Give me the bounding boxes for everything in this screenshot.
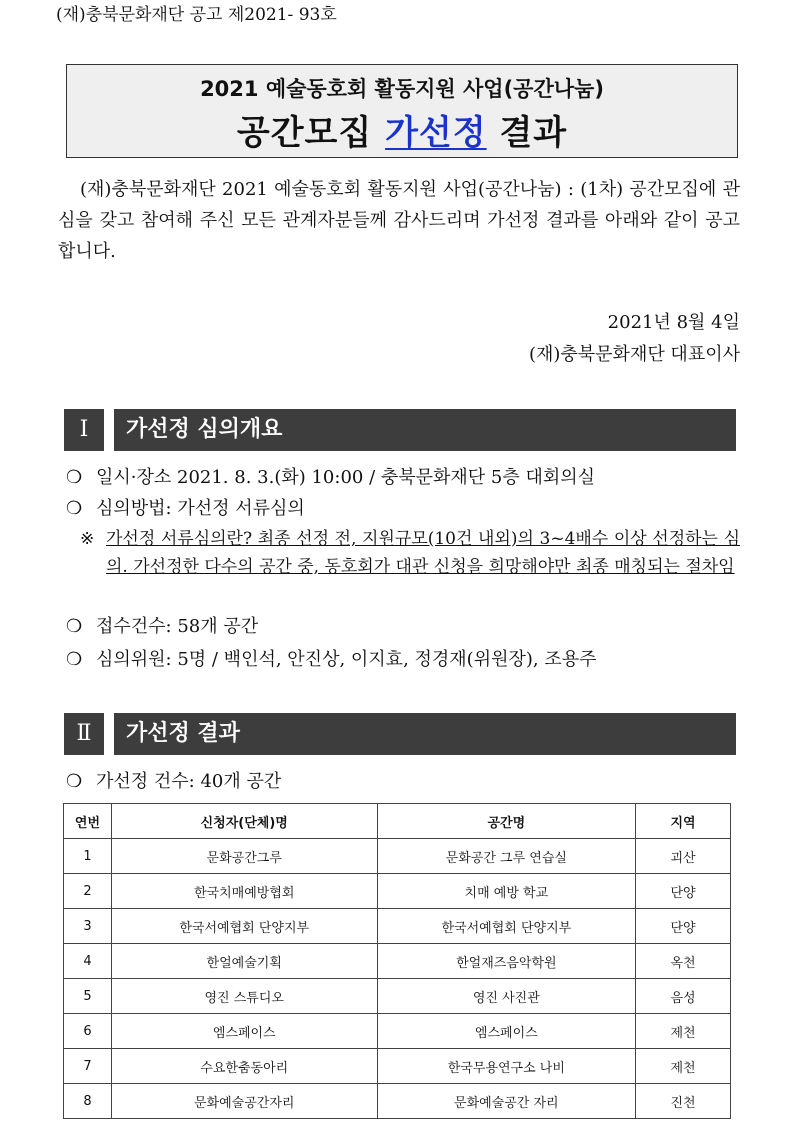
cell-region: 단양: [636, 874, 731, 909]
cell-index: 8: [64, 1084, 112, 1119]
title-line2: [67, 105, 737, 154]
cell-region: 음성: [636, 979, 731, 1014]
cell-index: 2: [64, 874, 112, 909]
intro-paragraph: (재)충북문화재단 2021 예술동호회 활동지원 사업(공간나눔) : (1차) 공간모집에 관심을 갖고 참여해 주신 모든 관계자분들께 감사드리며 가선정 결과를 아래와 같이 공고합니다.: [58, 179, 740, 262]
overview-note: [80, 525, 740, 581]
bullet-circle-icon: ❍: [66, 649, 83, 670]
cell-space: 문화공간 그루 연습실: [377, 839, 636, 874]
cell-index: 5: [64, 979, 112, 1014]
table-row: [64, 909, 731, 944]
cell-space: 문화예술공간 자리: [377, 1084, 636, 1119]
bullet-circle-icon: ❍: [66, 498, 83, 519]
overview-item-method: ❍ 심의방법: 가선정 서류심의: [66, 498, 305, 519]
overview-item-datetime: ❍ 일시·장소 2021. 8. 3.(화) 10:00 / 충북문화재단 5층 대회의실: [66, 467, 596, 488]
cell-applicant: 문화공간그루: [111, 839, 377, 874]
table-header-row: [64, 804, 731, 839]
table-row: [64, 1014, 731, 1049]
cell-region: 단양: [636, 909, 731, 944]
cell-region: 제천: [636, 1014, 731, 1049]
overview-item-committee: ❍ 심의위원: 5명 / 백인석, 안진상, 이지효, 정경재(위원장), 조용주: [66, 649, 597, 670]
cell-index: 3: [64, 909, 112, 944]
cell-index: 7: [64, 1049, 112, 1084]
header-space: 공간명: [377, 804, 636, 839]
table-row: [64, 839, 731, 874]
header-applicant: 신청자(단체)명: [111, 804, 377, 839]
table-row: [64, 944, 731, 979]
cell-index: 6: [64, 1014, 112, 1049]
bullet-circle-icon: ❍: [66, 616, 83, 637]
title-prefix: 공간모집: [236, 113, 386, 153]
cell-applicant: 영진 스튜디오: [111, 979, 377, 1014]
cell-applicant: 한국치매예방협회: [111, 874, 377, 909]
signer: (재)충북문화재단 대표이사: [528, 344, 740, 365]
section1-number: Ⅰ: [64, 409, 104, 451]
cell-space: 한얼재즈음악학원: [377, 944, 636, 979]
result-count: ❍ 가선정 건수: 40개 공간: [66, 771, 282, 792]
cell-region: 옥천: [636, 944, 731, 979]
title-line1: 2021 예술동호회 활동지원 사업(공간나눔): [200, 77, 604, 101]
table-row: [64, 874, 731, 909]
note-mark-icon: ※: [80, 529, 95, 549]
results-table: [63, 803, 731, 1119]
cell-space: 엠스페이스: [377, 1014, 636, 1049]
cell-space: 치매 예방 학교: [377, 874, 636, 909]
cell-space: 한국서예협회 단양지부: [377, 909, 636, 944]
table-row: [64, 1084, 731, 1119]
cell-index: 4: [64, 944, 112, 979]
bullet-circle-icon: ❍: [66, 771, 83, 792]
cell-space: 영진 사진관: [377, 979, 636, 1014]
header-index: 연번: [64, 804, 112, 839]
note-text: 가선정 서류심의란? 최종 선정 전, 지원규모(10건 내외)의 3~4배수 이상 선정하는 심의. 가선정한 다수의 공간 중, 동호회가 대관 신청을 희망해야만 최종 매칭되는 절차임: [106, 529, 740, 577]
cell-index: 1: [64, 839, 112, 874]
cell-applicant: 엠스페이스: [111, 1014, 377, 1049]
cell-applicant: 한국서예협회 단양지부: [111, 909, 377, 944]
section1-header: [64, 409, 736, 451]
header-region: 지역: [636, 804, 731, 839]
cell-applicant: 한얼예술기획: [111, 944, 377, 979]
cell-region: 괴산: [636, 839, 731, 874]
cell-space: 한국무용연구소 나비: [377, 1049, 636, 1084]
title-box: [66, 64, 738, 158]
section2-number: Ⅱ: [64, 713, 104, 755]
bullet-circle-icon: ❍: [66, 467, 83, 488]
title-highlight: 가선정: [385, 113, 487, 153]
cell-applicant: 문화예술공간자리: [111, 1084, 377, 1119]
section2-title: 가선정 결과: [114, 713, 736, 755]
section1-title: 가선정 심의개요: [114, 409, 736, 451]
title-suffix: 결과: [486, 113, 568, 153]
section2-header: [64, 713, 736, 755]
cell-region: 진천: [636, 1084, 731, 1119]
table-row: [64, 1049, 731, 1084]
notice-number: (재)충북문화재단 공고 제2021- 93호: [56, 5, 337, 25]
cell-applicant: 수요한춤동아리: [111, 1049, 377, 1084]
table-row: [64, 979, 731, 1014]
overview-item-count: ❍ 접수건수: 58개 공간: [66, 616, 259, 637]
cell-region: 제천: [636, 1049, 731, 1084]
notice-date: 2021년 8월 4일: [607, 312, 740, 333]
